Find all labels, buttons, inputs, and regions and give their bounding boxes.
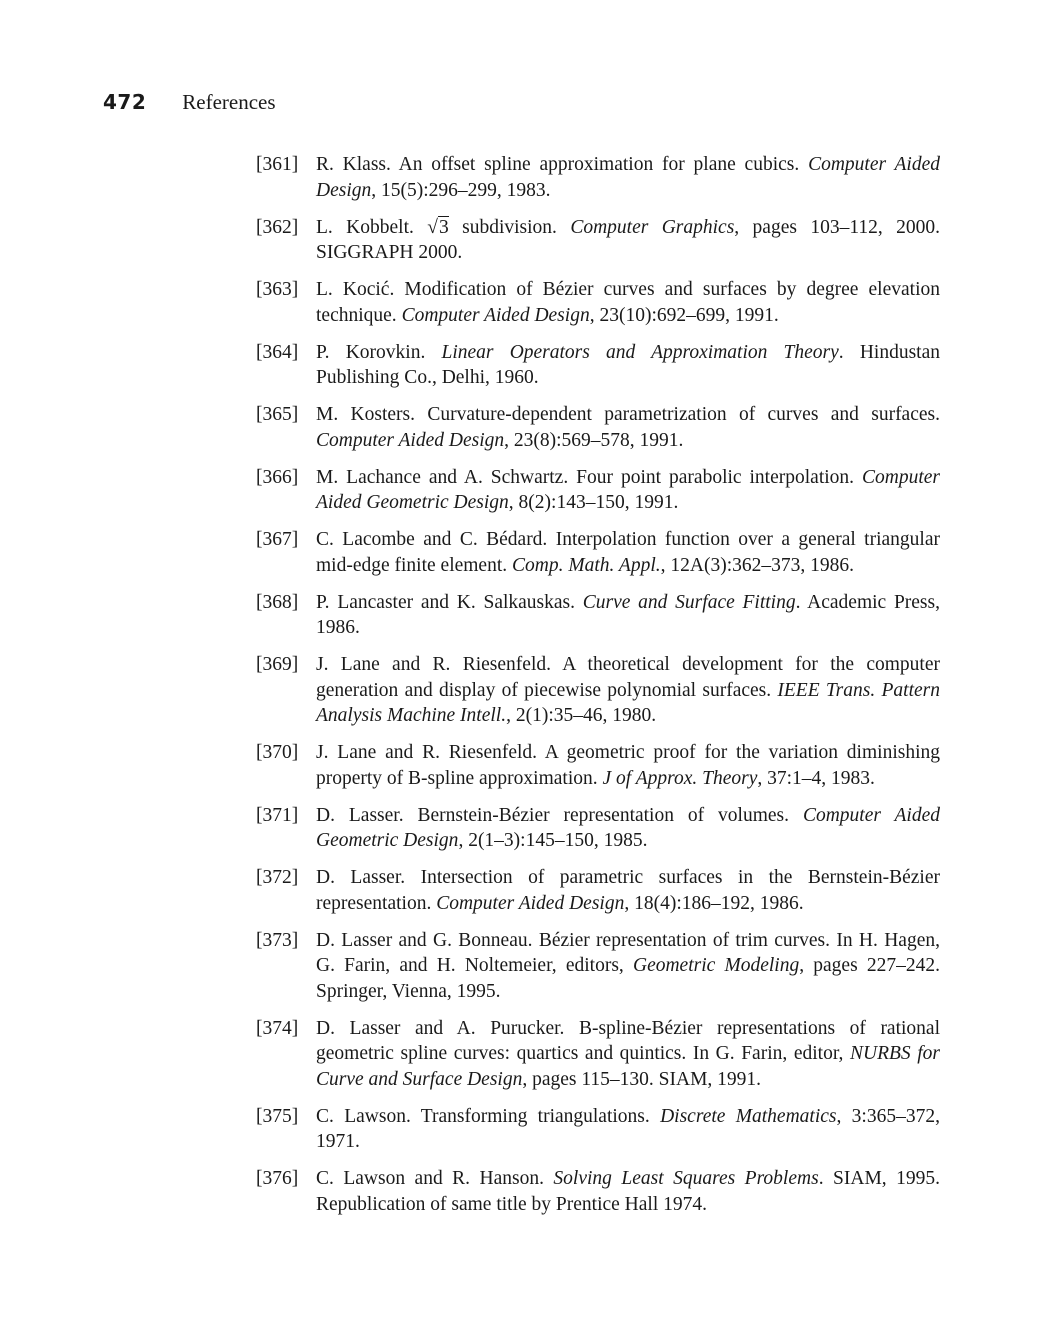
reference-entry <box>256 215 940 266</box>
section-title: References <box>182 90 276 114</box>
reference-label: [371] <box>256 804 299 826</box>
reference-label: [376] <box>256 1168 299 1189</box>
square-root-symbol: √3 <box>427 216 449 238</box>
reference-label: [367] <box>256 529 299 550</box>
reference-venue: Discrete Mathematics <box>660 1105 837 1127</box>
reference-label: [368] <box>256 591 299 613</box>
running-head <box>103 90 276 120</box>
reference-entry <box>256 277 940 328</box>
reference-label: [365] <box>256 404 299 425</box>
reference-label: [373] <box>256 929 299 951</box>
reference-entry <box>256 740 940 791</box>
reference-label: [369] <box>256 654 299 675</box>
reference-text: M. Kosters. Curvature-dependent parametrization of curves and surfaces. Computer Aided Design, 23(8):569–578, 1991. <box>316 404 940 451</box>
reference-list <box>256 152 940 1229</box>
reference-entry <box>256 152 940 203</box>
reference-venue: Curve and Surface Fitting <box>582 591 796 613</box>
reference-text: D. Lasser and A. Purucker. B-spline-Bézier representations of rational geometric spline curves: quartics and quintics. In G. Farin, editor, NURBS for Curve and Surface Design, pages 115–130. SIAM, 1991. <box>316 1017 941 1090</box>
reference-entry <box>256 1166 940 1217</box>
reference-label: [366] <box>256 466 299 488</box>
reference-text: M. Lachance and A. Schwartz. Four point parabolic interpolation. Computer Aided Geometric Design, 8(2):143–150, 1991. <box>316 466 940 513</box>
reference-text: P. Lancaster and K. Salkauskas. Curve and Surface Fitting. Academic Press, 1986. <box>316 591 940 638</box>
reference-text: C. Lawson and R. Hanson. Solving Least Squares Problems. SIAM, 1995. Republication of same title by Prentice Hall 1974. <box>316 1168 940 1215</box>
reference-entry <box>256 340 940 391</box>
reference-text: C. Lacombe and C. Bédard. Interpolation function over a general triangular mid-edge finite element. Comp. Math. Appl., 12A(3):362–373, 1986. <box>316 529 940 576</box>
reference-entry <box>256 590 940 641</box>
reference-venue: Linear Operators and Approximation Theory <box>441 341 839 363</box>
reference-text: D. Lasser and G. Bonneau. Bézier representation of trim curves. In H. Hagen, G. Farin, and H. Noltemeier, editors, Geometric Modeling, pages 227–242. Springer, Vienna, 1995. <box>316 929 940 1002</box>
reference-venue: Solving Least Squares Problems <box>553 1168 819 1189</box>
page-number: 472 <box>103 90 147 114</box>
reference-venue: Computer Aided Geometric Design <box>316 466 940 513</box>
reference-entry <box>256 803 940 854</box>
reference-text: C. Lawson. Transforming triangulations. Discrete Mathematics, 3:365–372, 1971. <box>316 1105 940 1152</box>
reference-text: L. Kocić. Modification of Bézier curves and surfaces by degree elevation technique. Computer Aided Design, 23(10):692–699, 1991. <box>316 279 940 326</box>
reference-label: [364] <box>256 341 299 363</box>
reference-venue: Computer Graphics <box>570 216 735 238</box>
reference-label: [361] <box>256 154 299 175</box>
reference-text: D. Lasser. Bernstein-Bézier representation of volumes. Computer Aided Geometric Design, 2(1–3):145–150, 1985. <box>316 804 940 851</box>
reference-entry <box>256 527 940 578</box>
reference-label: [372] <box>256 867 299 888</box>
reference-venue: Computer Aided Design <box>436 892 625 914</box>
reference-label: [375] <box>256 1105 299 1127</box>
reference-text: D. Lasser. Intersection of parametric surfaces in the Bernstein-Bézier representation. Computer Aided Design, 18(4):186–192, 1986. <box>316 867 940 914</box>
reference-venue: Geometric Modeling <box>632 955 800 976</box>
reference-text: J. Lane and R. Riesenfeld. A geometric proof for the variation diminishing property of B-spline approximation. J of Approx. Theory, 37:1–4, 1983. <box>316 742 940 789</box>
reference-text: J. Lane and R. Riesenfeld. A theoretical development for the computer generation and display of piecewise polynomial surfaces. IEEE Trans. Pattern Analysis Machine Intell., 2(1):35–46, 1980. <box>316 654 940 726</box>
reference-entry <box>256 465 940 516</box>
reference-label: [370] <box>256 742 299 763</box>
reference-label: [362] <box>256 216 299 238</box>
reference-entry <box>256 865 940 916</box>
reference-venue: Comp. Math. Appl. <box>512 554 661 576</box>
reference-label: [363] <box>256 279 299 300</box>
reference-entry <box>256 1104 940 1155</box>
reference-text: R. Klass. An offset spline approximation for plane cubics. Computer Aided Design, 15(5):296–299, 1983. <box>316 154 940 201</box>
reference-text: P. Korovkin. Linear Operators and Approximation Theory. Hindustan Publishing Co., Delhi, 1960. <box>316 341 940 388</box>
reference-venue: NURBS for Curve and Surface Design <box>316 1043 941 1090</box>
reference-entry <box>256 402 940 453</box>
reference-entry <box>256 652 940 729</box>
reference-entry <box>256 928 940 1005</box>
reference-venue: Computer Aided Geometric Design <box>316 804 940 851</box>
reference-label: [374] <box>256 1017 299 1039</box>
reference-text: L. Kobbelt. √3 subdivision. Computer Graphics, pages 103–112, 2000. SIGGRAPH 2000. <box>316 216 941 263</box>
reference-venue: J of Approx. Theory <box>602 767 758 789</box>
reference-entry <box>256 1016 940 1093</box>
reference-venue: IEEE Trans. Pattern Analysis Machine Intell. <box>316 679 940 726</box>
reference-venue: Computer Aided Design <box>316 429 505 451</box>
reference-venue: Computer Aided Design <box>401 304 590 326</box>
reference-venue: Computer Aided Design <box>316 154 940 201</box>
